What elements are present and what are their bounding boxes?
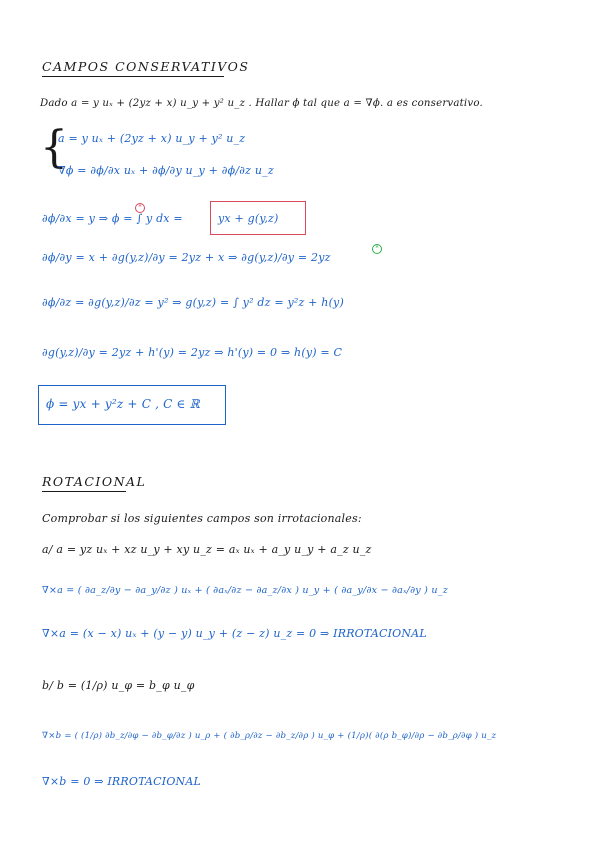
problem-statement: Dado a = y uₓ + (2yz + x) u_y + y² u_z . Hallar ϕ tal que a = ∇ϕ. a es conservativo. bbox=[40, 98, 483, 109]
system-equation-a: a = y uₓ + (2yz + x) u_y + y² u_z bbox=[58, 132, 246, 145]
curl-b-formula: ∇×b = ( (1/ρ) ∂b_z/∂φ − ∂b_φ/∂z ) u_ρ + ( ∂b_ρ/∂z − ∂b_z/∂ρ ) u_φ + (1/ρ)( ∂(ρ b_φ)/∂ρ − ∂b_ρ/∂φ ) u_z bbox=[42, 731, 497, 741]
step-dphi-dy: ∂ϕ/∂y = x + ∂g(y,z)/∂y = 2yz + x ⇒ ∂g(y,z)/∂y = 2yz bbox=[42, 251, 331, 264]
heading-underline-2 bbox=[42, 491, 126, 492]
red-star-mark: * bbox=[135, 203, 145, 213]
step-dphi-dz: ∂ϕ/∂z = ∂g(y,z)/∂z = y² ⇒ g(y,z) = ∫ y² dz = y²z + h(y) bbox=[42, 296, 344, 309]
step-h-derivation: ∂g(y,z)/∂y = 2yz + h'(y) = 2yz ⇒ h'(y) = 0 ⇒ h(y) = C bbox=[42, 346, 343, 359]
curl-a-result: ∇×a = (x − x) uₓ + (y − y) u_y + (z − z) u_z = 0 ⇒ IRROTACIONAL bbox=[42, 627, 427, 640]
field-b-definition: b/ b = (1/ρ) u_φ = b_φ u_φ bbox=[42, 679, 195, 692]
curl-b-result: ∇×b = 0 ⇒ IRROTACIONAL bbox=[42, 775, 202, 788]
system-equation-gradient: ∇ϕ = ∂ϕ/∂x uₓ + ∂ϕ/∂y u_y + ∂ϕ/∂z u_z bbox=[58, 164, 274, 177]
rotacional-statement: Comprobar si los siguientes campos son irrotacionales: bbox=[42, 512, 362, 525]
field-a-definition: a/ a = yz uₓ + xz u_y + xy u_z = aₓ uₓ + a_y u_y + a_z u_z bbox=[42, 543, 372, 556]
curl-a-formula: ∇×a = ( ∂a_z/∂y − ∂a_y/∂z ) uₓ + ( ∂aₓ/∂z − ∂a_z/∂x ) u_y + ( ∂a_y/∂x − ∂aₓ/∂y ) u_z bbox=[42, 585, 448, 596]
final-potential: ϕ = yx + y²z + C , C ∈ ℝ bbox=[46, 397, 200, 411]
green-check-mark: * bbox=[372, 244, 382, 254]
step-dphi-dx: ∂ϕ/∂x = y ⇒ ϕ = ∫ y dx = bbox=[42, 212, 183, 225]
heading-underline bbox=[42, 76, 224, 77]
section-heading-conservativos: CAMPOS CONSERVATIVOS bbox=[42, 59, 250, 74]
section-heading-rotacional: ROTACIONAL bbox=[42, 474, 147, 489]
phi-partial-result: yx + g(y,z) bbox=[218, 212, 279, 225]
system-brace: { bbox=[40, 122, 68, 173]
